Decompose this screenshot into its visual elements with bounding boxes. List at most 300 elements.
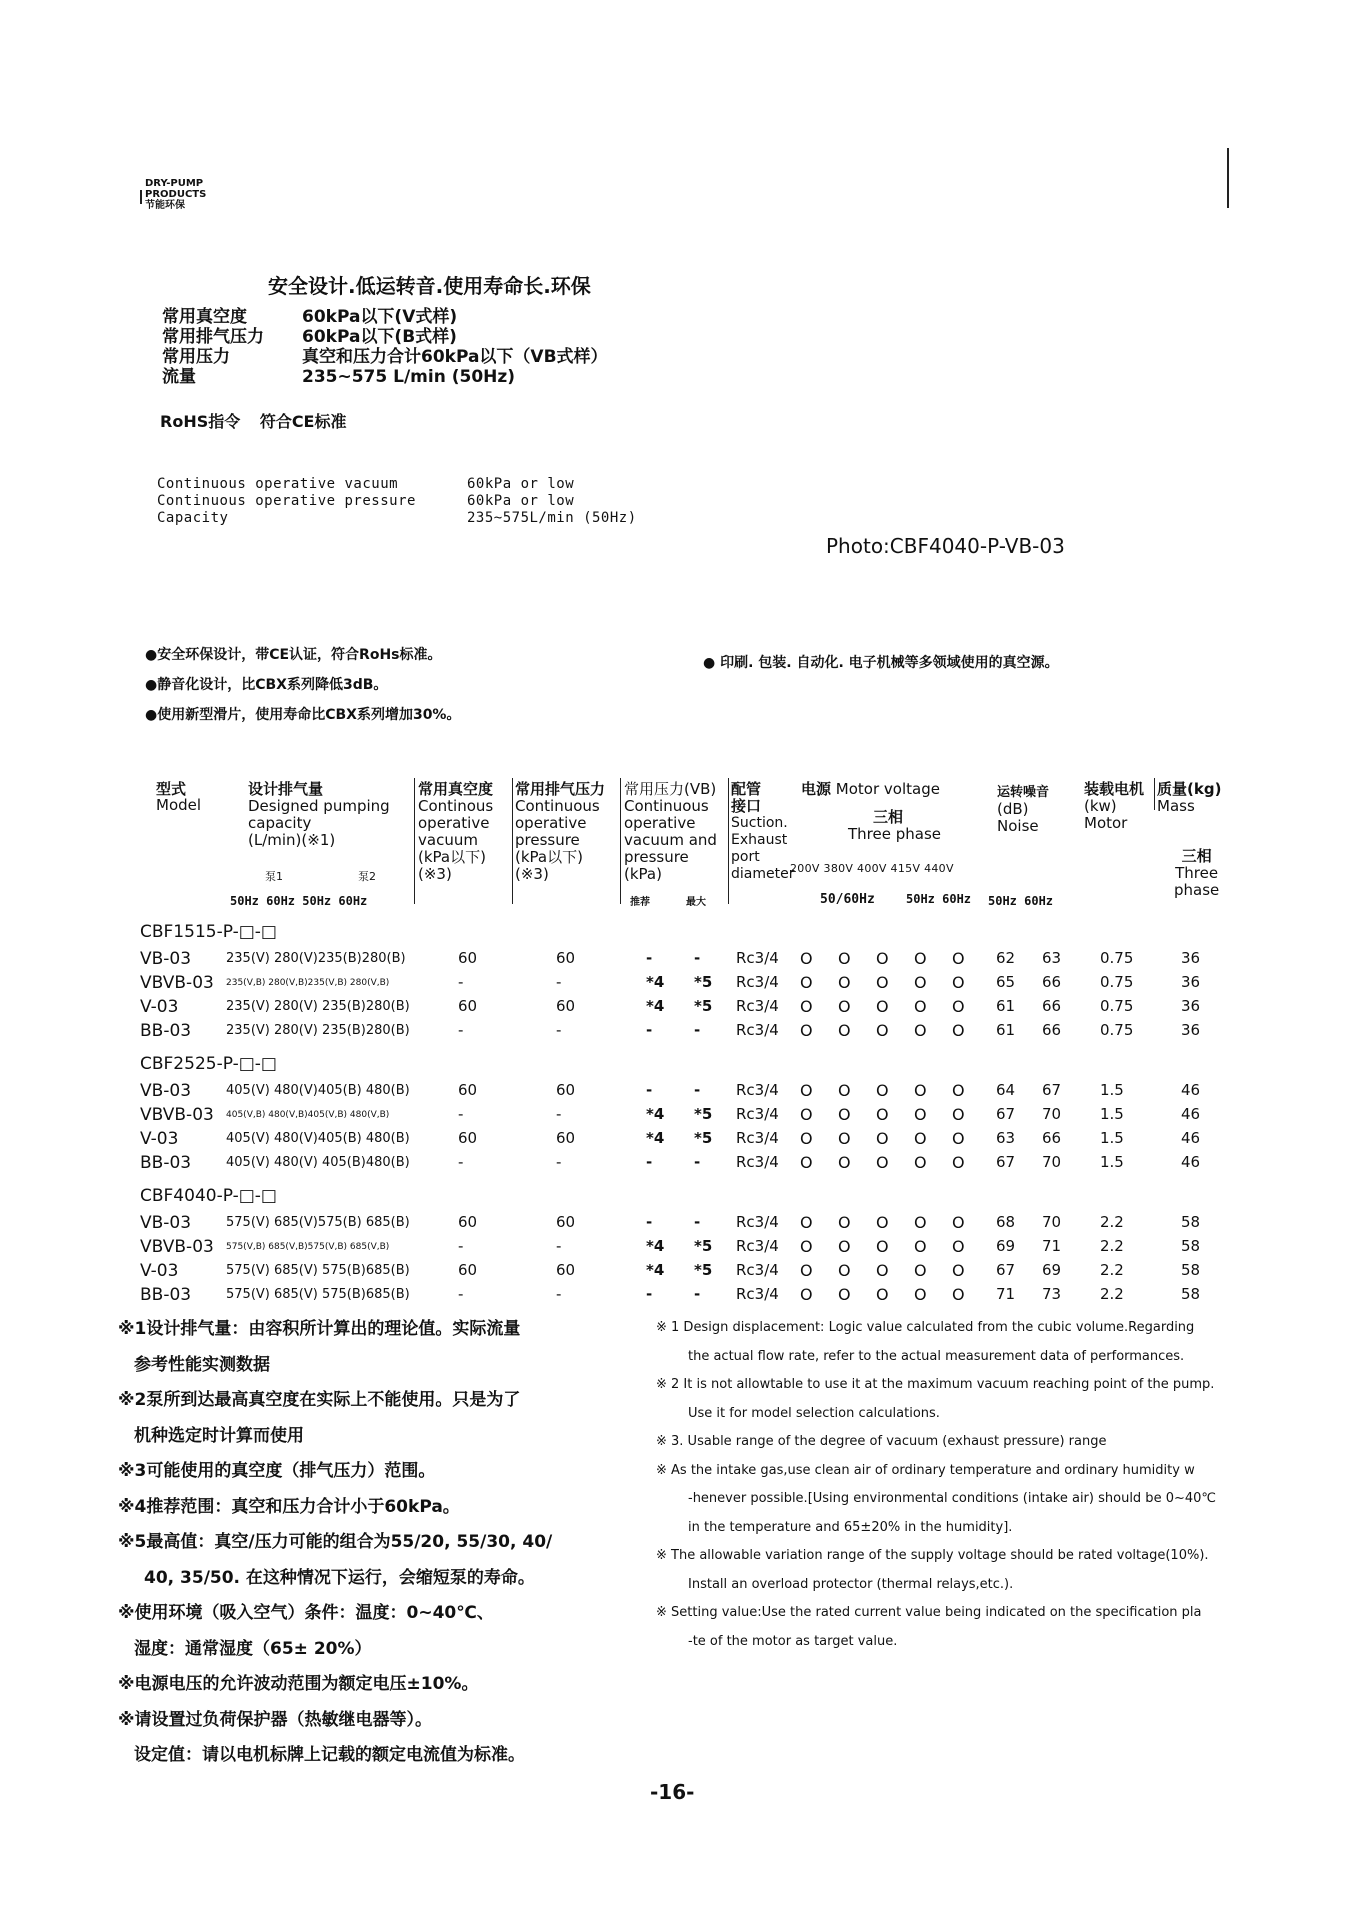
th-model-cn: 型式: [156, 780, 187, 798]
th-motor-en: Motor: [1084, 814, 1128, 832]
th-vacuum-en: (※3): [418, 865, 452, 883]
cell-noise-50hz: 61: [996, 1021, 1016, 1039]
note-en-line: ※ 2 It is not allowtable to use it at the maximum vacuum reaching point of the pump.: [656, 1377, 1215, 1392]
cell-voltage-mark: O: [914, 973, 927, 992]
th-pressure-en: operative: [515, 814, 587, 832]
cell-pressure: -: [556, 1105, 562, 1123]
cell-voltage-mark: O: [838, 1153, 851, 1172]
cell-recommended: *4: [646, 997, 665, 1015]
cell-pressure: 60: [556, 949, 576, 967]
cell-vacuum: -: [458, 1153, 464, 1171]
cell-noise-50hz: 68: [996, 1213, 1016, 1231]
th-volt-freq2: 50Hz 60Hz: [906, 892, 972, 906]
cell-voltage-mark: O: [914, 1153, 927, 1172]
cell-noise-50hz: 67: [996, 1105, 1016, 1123]
th-vb-en: operative: [624, 814, 696, 832]
cell-port: Rc3/4: [736, 1285, 779, 1303]
cell-voltage-mark: O: [800, 1261, 813, 1280]
cell-pressure: -: [556, 973, 562, 991]
cell-motor-kw: 2.2: [1100, 1213, 1124, 1231]
cell-voltage-mark: O: [876, 949, 889, 968]
cell-voltage-mark: O: [838, 949, 851, 968]
cell-maximum: *5: [694, 1105, 713, 1123]
th-vacuum-cn: 常用真空度: [418, 780, 494, 798]
cell-vacuum: -: [458, 973, 464, 991]
cell-voltage-mark: O: [952, 1153, 965, 1172]
cell-noise-50hz: 69: [996, 1237, 1016, 1255]
th-vb-sub-max: 最大: [686, 897, 706, 908]
cell-port: Rc3/4: [736, 949, 779, 967]
cell-noise-50hz: 63: [996, 1129, 1016, 1147]
spec-label: 常用真空度: [162, 307, 247, 327]
cell-voltage-mark: O: [952, 1237, 965, 1256]
th-pressure-cn: 常用排气压力: [515, 780, 606, 798]
cell-voltage-mark: O: [914, 1213, 927, 1232]
cell-voltage-mark: O: [838, 1237, 851, 1256]
cell-noise-60hz: 63: [1042, 949, 1062, 967]
cell-maximum: *5: [694, 1129, 713, 1147]
cell-port: Rc3/4: [736, 1129, 779, 1147]
cell-pressure: 60: [556, 997, 576, 1015]
cell-recommended: -: [646, 1153, 653, 1171]
cell-motor-kw: 1.5: [1100, 1105, 1124, 1123]
cell-motor-kw: 2.2: [1100, 1285, 1124, 1303]
cell-voltage-mark: O: [838, 1021, 851, 1040]
cell-voltage-mark: O: [914, 1261, 927, 1280]
cell-vacuum: 60: [458, 997, 478, 1015]
cell-pressure: 60: [556, 1081, 576, 1099]
note-en-line: ※ As the intake gas,use clean air of ordinary temperature and ordinary humidity w: [656, 1462, 1195, 1478]
cell-motor-kw: 1.5: [1100, 1129, 1124, 1147]
spec-label: 常用压力: [162, 347, 230, 367]
cell-voltage-mark: O: [838, 1285, 851, 1304]
photo-caption: Photo:CBF4040-P-VB-03: [826, 534, 1065, 558]
cell-mass: 58: [1181, 1261, 1201, 1279]
cell-voltage-mark: O: [952, 1081, 965, 1100]
rohs-label: RoHS指令: [160, 412, 241, 431]
cell-vacuum: -: [458, 1021, 464, 1039]
cell-recommended: *4: [646, 1105, 665, 1123]
cell-voltage-mark: O: [914, 1081, 927, 1100]
note-cn-line: ※请设置过负荷保护器（热敏继电器等）。: [118, 1709, 433, 1730]
th-pressure-en: Continuous: [515, 797, 600, 815]
cell-vacuum: 60: [458, 1261, 478, 1279]
cell-port: Rc3/4: [736, 1213, 779, 1231]
cell-maximum: *5: [694, 997, 713, 1015]
cell-noise-60hz: 66: [1042, 1021, 1062, 1039]
cell-motor-kw: 0.75: [1100, 973, 1134, 991]
cell-recommended: *4: [646, 1261, 665, 1279]
th-cap-freq: 50Hz 60Hz 50Hz 60Hz: [230, 894, 368, 908]
th-vb-sub-rec: 推荐: [630, 897, 650, 908]
cell-model: VBVB-03: [140, 973, 214, 993]
note-cn-line: ※3可能使用的真空度（排气压力）范围。: [118, 1461, 436, 1481]
bullet-right: ● 印刷. 包装. 自动化. 电子机械等多领域使用的真空源。: [703, 655, 1059, 671]
th-port-en: port: [731, 849, 760, 865]
cell-capacity: 575(V) 685(V)575(B) 685(B): [226, 1215, 410, 1230]
cell-maximum: -: [694, 949, 701, 967]
th-noise-freq: 50Hz 60Hz: [988, 894, 1054, 908]
cell-model: BB-03: [140, 1285, 192, 1305]
th-vb-en: vacuum and: [624, 831, 717, 849]
cell-voltage-mark: O: [800, 973, 813, 992]
cell-motor-kw: 0.75: [1100, 997, 1134, 1015]
brand-line-3: 节能环保: [145, 200, 185, 211]
note-en-line: the actual flow rate, refer to the actual measurement data of performances.: [688, 1348, 1185, 1364]
th-pressure-en: (※3): [515, 865, 549, 883]
cell-mass: 46: [1181, 1153, 1201, 1171]
th-motor-cn: 装载电机: [1084, 780, 1145, 798]
note-en-line: -te of the motor as target value.: [688, 1633, 898, 1649]
th-mass-cn: 质量(kg): [1157, 780, 1222, 798]
cell-noise-60hz: 70: [1042, 1105, 1062, 1123]
cell-capacity: 235(V) 280(V) 235(B)280(B): [226, 999, 410, 1014]
cell-motor-kw: 0.75: [1100, 1021, 1134, 1039]
cell-pressure: -: [556, 1237, 562, 1255]
th-vb-en: (kPa): [624, 865, 662, 883]
th-port-en: diameter: [731, 866, 795, 882]
cell-voltage-mark: O: [914, 1285, 927, 1304]
cell-pressure: -: [556, 1285, 562, 1303]
cell-noise-60hz: 66: [1042, 997, 1062, 1015]
th-three-cn: 三相: [873, 808, 904, 826]
spec-label: 常用排气压力: [162, 327, 264, 347]
cell-port: Rc3/4: [736, 1021, 779, 1039]
cell-noise-50hz: 64: [996, 1081, 1016, 1099]
cell-vacuum: 60: [458, 949, 478, 967]
cell-voltage-mark: O: [952, 1213, 965, 1232]
cell-capacity: 575(V,B) 685(V,B)575(V,B) 685(V,B): [226, 1242, 390, 1252]
th-volt-list: 200V 380V 400V 415V 440V: [790, 862, 954, 875]
spec-value: 60kPa以下(B式样): [302, 327, 457, 347]
th-mass-en: Mass: [1157, 797, 1195, 815]
cell-port: Rc3/4: [736, 997, 779, 1015]
cell-noise-60hz: 66: [1042, 1129, 1062, 1147]
bullet-item: ●安全环保设计，带CE认证，符合RoHs标准。: [145, 647, 442, 663]
cell-port: Rc3/4: [736, 1237, 779, 1255]
cell-noise-50hz: 65: [996, 973, 1016, 991]
note-cn-line: 机种选定时计算而使用: [134, 1425, 304, 1446]
rohs-value: 符合CE标准: [259, 412, 347, 431]
cell-maximum: *5: [694, 1261, 713, 1279]
notes-cn: [118, 1319, 552, 1781]
cell-vacuum: -: [458, 1237, 464, 1255]
cell-pressure: -: [556, 1153, 562, 1171]
cell-voltage-mark: O: [914, 1129, 927, 1148]
cell-mass: 58: [1181, 1285, 1201, 1303]
cell-pressure: 60: [556, 1261, 576, 1279]
cell-pressure: -: [556, 1021, 562, 1039]
cell-model: V-03: [140, 1261, 179, 1281]
cell-capacity: 575(V) 685(V) 575(B)685(B): [226, 1287, 410, 1302]
cell-voltage-mark: O: [914, 1021, 927, 1040]
cell-motor-kw: 1.5: [1100, 1081, 1124, 1099]
note-cn-line: ※4推荐范围：真空和压力合计小于60kPa。: [118, 1496, 460, 1517]
th-capacity-en: (L/min)(※1): [248, 831, 336, 849]
cell-noise-50hz: 62: [996, 949, 1016, 967]
cell-maximum: -: [694, 1285, 701, 1303]
cell-voltage-mark: O: [876, 1129, 889, 1148]
cell-voltage-mark: O: [800, 1237, 813, 1256]
cell-voltage-mark: O: [800, 1081, 813, 1100]
cell-recommended: -: [646, 949, 653, 967]
cell-model: BB-03: [140, 1021, 192, 1041]
cell-voltage-mark: O: [838, 1261, 851, 1280]
cell-recommended: -: [646, 1021, 653, 1039]
cell-voltage-mark: O: [876, 973, 889, 992]
th-vacuum-en: (kPa以下): [418, 848, 486, 866]
th-vacuum-en: Continous: [418, 797, 494, 815]
cell-port: Rc3/4: [736, 1105, 779, 1123]
th-port-en: Exhaust: [731, 832, 788, 848]
note-en-line: ※ 3. Usable range of the degree of vacuum (exhaust pressure) range: [656, 1434, 1107, 1449]
cell-capacity: 235(V,B) 280(V,B)235(V,B) 280(V,B): [226, 978, 390, 988]
cell-motor-kw: 0.75: [1100, 949, 1134, 967]
cell-capacity: 405(V) 480(V)405(B) 480(B): [226, 1131, 410, 1146]
cell-maximum: -: [694, 1153, 701, 1171]
spec-en-label: Continuous operative vacuum: [157, 476, 399, 492]
th-vacuum-en: vacuum: [418, 831, 478, 849]
th-voltage-cn: 电源: [801, 780, 832, 798]
cell-mass: 36: [1181, 949, 1201, 967]
cell-voltage-mark: O: [952, 1261, 965, 1280]
cell-voltage-mark: O: [838, 973, 851, 992]
cell-mass: 36: [1181, 997, 1201, 1015]
note-en-line: -henever possible.[Using environmental conditions (intake air) should be 0~40℃: [688, 1491, 1216, 1506]
cell-noise-60hz: 70: [1042, 1213, 1062, 1231]
cell-recommended: -: [646, 1285, 653, 1303]
cell-vacuum: -: [458, 1105, 464, 1123]
brand-line-1: DRY-PUMP: [145, 178, 204, 189]
notes-en: [656, 1320, 1216, 1662]
note-en-line: in the temperature and 65±20% in the humidity].: [688, 1519, 1013, 1535]
cell-voltage-mark: O: [838, 997, 851, 1016]
cell-voltage-mark: O: [800, 997, 813, 1016]
spec-en-label: Continuous operative pressure: [157, 493, 416, 509]
bullet-item: ●静音化设计，比CBX系列降低3dB。: [145, 677, 388, 693]
note-en-line: Use it for model selection calculations.: [688, 1405, 940, 1421]
note-en-line: ※ Setting value:Use the rated current value being indicated on the specification pla: [656, 1605, 1202, 1620]
note-cn-line: 设定值：请以电机标牌上记载的额定电流值为标准。: [134, 1745, 525, 1765]
headline: 安全设计.低运转音.使用寿命长.环保: [268, 274, 591, 298]
model-group-title: CBF2525-P-□-□: [140, 1054, 277, 1074]
th-cap-sub1: 泵1: [265, 870, 283, 883]
cell-vacuum: 60: [458, 1129, 478, 1147]
cell-voltage-mark: O: [800, 1285, 813, 1304]
th-port-cn: 接口: [731, 797, 762, 815]
cell-capacity: 575(V) 685(V) 575(B)685(B): [226, 1263, 410, 1278]
cell-recommended: *4: [646, 1129, 665, 1147]
th-volt-freq1: 50/60Hz: [820, 892, 875, 907]
cell-voltage-mark: O: [838, 1213, 851, 1232]
cell-capacity: 405(V,B) 480(V,B)405(V,B) 480(V,B): [226, 1110, 390, 1120]
cell-voltage-mark: O: [952, 973, 965, 992]
spec-en-value: 235~575L/min (50Hz): [467, 510, 637, 526]
cell-model: VB-03: [140, 949, 192, 969]
cell-voltage-mark: O: [876, 997, 889, 1016]
cell-voltage-mark: O: [914, 1105, 927, 1124]
cell-noise-60hz: 69: [1042, 1261, 1062, 1279]
cell-capacity: 235(V) 280(V)235(B)280(B): [226, 951, 406, 966]
spec-en-label: Capacity: [157, 510, 229, 526]
cell-voltage-mark: O: [876, 1237, 889, 1256]
cell-voltage-mark: O: [876, 1105, 889, 1124]
cell-mass: 46: [1181, 1081, 1201, 1099]
cell-noise-50hz: 67: [996, 1261, 1016, 1279]
cell-voltage-mark: O: [876, 1021, 889, 1040]
cell-voltage-mark: O: [800, 1153, 813, 1172]
cell-voltage-mark: O: [800, 1021, 813, 1040]
th-cap-sub2: 泵2: [358, 870, 376, 883]
th-port-cn: 配管: [731, 780, 762, 798]
cell-model: V-03: [140, 1129, 179, 1149]
cell-voltage-mark: O: [952, 997, 965, 1016]
spec-label: 流量: [162, 367, 196, 387]
cell-voltage-mark: O: [800, 1105, 813, 1124]
cell-noise-60hz: 71: [1042, 1237, 1062, 1255]
cell-voltage-mark: O: [876, 1153, 889, 1172]
cell-model: VBVB-03: [140, 1237, 214, 1257]
cell-port: Rc3/4: [736, 973, 779, 991]
th-mass-three-en: phase: [1174, 881, 1220, 899]
cell-voltage-mark: O: [952, 1129, 965, 1148]
cell-vacuum: 60: [458, 1213, 478, 1231]
note-cn-line: ※1设计排气量：由容积所计算出的理论值。实际流量: [118, 1319, 521, 1339]
cell-mass: 46: [1181, 1129, 1201, 1147]
cell-port: Rc3/4: [736, 1081, 779, 1099]
cell-recommended: -: [646, 1081, 653, 1099]
cell-maximum: *5: [694, 1237, 713, 1255]
th-noise-en: (dB): [997, 800, 1029, 818]
th-capacity-en: Designed pumping: [248, 797, 390, 815]
note-cn-line: 湿度：通常湿度（65± 20%）: [134, 1638, 372, 1659]
cell-model: VBVB-03: [140, 1105, 214, 1125]
cell-voltage-mark: O: [952, 1021, 965, 1040]
cell-noise-50hz: 61: [996, 997, 1016, 1015]
cell-voltage-mark: O: [952, 1105, 965, 1124]
cell-recommended: *4: [646, 1237, 665, 1255]
cell-voltage-mark: O: [914, 1237, 927, 1256]
note-cn-line: 参考性能实测数据: [134, 1354, 270, 1375]
th-port-en: Suction.: [731, 815, 788, 831]
cell-model: VB-03: [140, 1081, 192, 1101]
cell-noise-60hz: 66: [1042, 973, 1062, 991]
page-number: -16-: [650, 1780, 695, 1804]
th-voltage-en: Motor voltage: [835, 780, 940, 798]
cell-voltage-mark: O: [876, 1261, 889, 1280]
cell-port: Rc3/4: [736, 1261, 779, 1279]
spec-value: 60kPa以下(V式样): [302, 307, 458, 327]
cell-noise-50hz: 71: [996, 1285, 1016, 1303]
cell-noise-50hz: 67: [996, 1153, 1016, 1171]
note-cn-line: ※5最高值：真空/压力可能的组合为55/20, 55/30, 40/: [118, 1532, 553, 1552]
spec-value: 真空和压力合计60kPa以下（VB式样）: [302, 347, 608, 367]
cell-capacity: 405(V) 480(V) 405(B)480(B): [226, 1155, 410, 1170]
note-cn-line: ※2泵所到达最高真空度在实际上不能使用。只是为了: [118, 1390, 521, 1410]
cell-noise-60hz: 70: [1042, 1153, 1062, 1171]
th-mass-three-en: Three: [1175, 864, 1219, 882]
th-noise-en: Noise: [997, 817, 1039, 835]
cell-mass: 58: [1181, 1213, 1201, 1231]
cell-voltage-mark: O: [914, 949, 927, 968]
cell-capacity: 235(V) 280(V) 235(B)280(B): [226, 1023, 410, 1038]
cell-voltage-mark: O: [800, 949, 813, 968]
cell-voltage-mark: O: [800, 1213, 813, 1232]
cell-pressure: 60: [556, 1129, 576, 1147]
th-vb-en: Continuous: [624, 797, 709, 815]
th-vb-cn: 常用压力(VB): [624, 780, 717, 798]
cell-voltage-mark: O: [876, 1213, 889, 1232]
bullet-item: ●使用新型滑片，使用寿命比CBX系列增加30%。: [145, 707, 461, 723]
note-en-line: ※ 1 Design displacement: Logic value calculated from the cubic volume.Regarding: [656, 1320, 1195, 1335]
model-group-title: CBF4040-P-□-□: [140, 1186, 277, 1206]
cell-maximum: -: [694, 1081, 701, 1099]
th-mass-three-cn: 三相: [1181, 847, 1212, 865]
cell-mass: 46: [1181, 1105, 1201, 1123]
th-three-en: Three phase: [848, 825, 941, 843]
cell-noise-60hz: 73: [1042, 1285, 1062, 1303]
cell-mass: 36: [1181, 973, 1201, 991]
cell-maximum: -: [694, 1021, 701, 1039]
th-pressure-en: (kPa以下): [515, 848, 583, 866]
cell-voltage-mark: O: [952, 1285, 965, 1304]
spec-en-value: 60kPa or low: [467, 493, 575, 509]
brand-line-2: PRODUCTS: [145, 189, 207, 200]
note-cn-line: 40, 35/50. 在这种情况下运行，会缩短泵的寿命。: [144, 1567, 535, 1588]
cell-port: Rc3/4: [736, 1153, 779, 1171]
note-en-line: Install an overload protector (thermal relays,etc.).: [688, 1576, 1014, 1592]
th-capacity-en: capacity: [248, 814, 312, 832]
note-cn-line: ※使用环境（吸入空气）条件：温度：0~40℃、: [118, 1603, 494, 1623]
cell-noise-60hz: 67: [1042, 1081, 1062, 1099]
th-vb-en: pressure: [624, 848, 689, 866]
model-group-title: CBF1515-P-□-□: [140, 922, 277, 942]
th-motor-en: (kw): [1084, 797, 1117, 815]
cell-voltage-mark: O: [876, 1081, 889, 1100]
cell-recommended: -: [646, 1213, 653, 1231]
cell-mass: 58: [1181, 1237, 1201, 1255]
cell-model: V-03: [140, 997, 179, 1017]
cell-voltage-mark: O: [876, 1285, 889, 1304]
cell-recommended: *4: [646, 973, 665, 991]
th-pressure-en: pressure: [515, 831, 580, 849]
th-vacuum-en: operative: [418, 814, 490, 832]
cell-motor-kw: 2.2: [1100, 1237, 1124, 1255]
cell-mass: 36: [1181, 1021, 1201, 1039]
spec-en-value: 60kPa or low: [467, 476, 575, 492]
cell-pressure: 60: [556, 1213, 576, 1231]
cell-maximum: -: [694, 1213, 701, 1231]
cell-voltage-mark: O: [838, 1081, 851, 1100]
note-en-line: ※ The allowable variation range of the supply voltage should be rated voltage(10%).: [656, 1548, 1209, 1563]
cell-motor-kw: 2.2: [1100, 1261, 1124, 1279]
cell-model: BB-03: [140, 1153, 192, 1173]
cell-vacuum: 60: [458, 1081, 478, 1099]
note-cn-line: ※电源电压的允许波动范围为额定电压±10%。: [118, 1674, 479, 1694]
cell-voltage-mark: O: [838, 1105, 851, 1124]
spec-value: 235~575 L/min (50Hz): [302, 367, 516, 387]
cell-voltage-mark: O: [914, 997, 927, 1016]
th-capacity-cn: 设计排气量: [248, 780, 324, 798]
cell-model: VB-03: [140, 1213, 192, 1233]
th-noise-cn: 运转噪音: [997, 785, 1050, 800]
cell-motor-kw: 1.5: [1100, 1153, 1124, 1171]
cell-vacuum: -: [458, 1285, 464, 1303]
cell-voltage-mark: O: [838, 1129, 851, 1148]
th-model-en: Model: [156, 796, 202, 814]
cell-capacity: 405(V) 480(V)405(B) 480(B): [226, 1083, 410, 1098]
cell-voltage-mark: O: [800, 1129, 813, 1148]
